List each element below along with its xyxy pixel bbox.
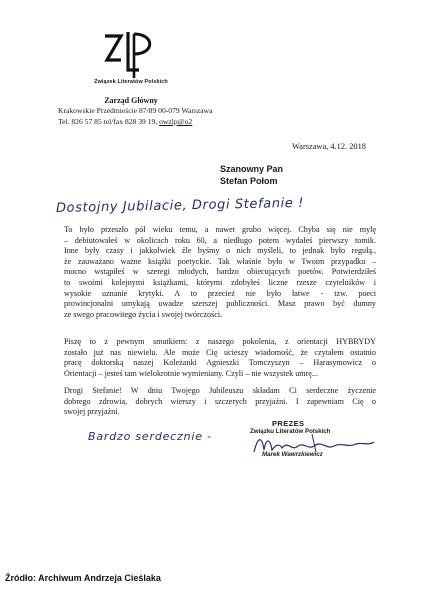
- hq-title: Zarząd Główny: [104, 96, 158, 105]
- paragraph-2: [64, 337, 376, 379]
- text-line: prowincjonalni umykają uwadze szerszej publiczności. Masz prawo być dumny: [64, 299, 376, 309]
- signature-name: Marek Wawrzkiewicz: [262, 451, 323, 458]
- text-line: dobrego zdrowia, dobrych wierszy i szczerych przyjaźni. I zapewniam Cię o: [64, 396, 376, 406]
- signature-org: Związku Literatów Polskich: [250, 428, 331, 435]
- handwritten-closing: Bardzo serdecznie -: [88, 430, 212, 443]
- email-link[interactable]: owzlp@o2: [159, 117, 193, 126]
- zlp-logo: [101, 30, 159, 80]
- text-line: ze swego pracowitego życia i swojej twórczości.: [64, 309, 223, 319]
- hq-address: Krakowskie Przedmieście 87/89 00-079 Warszawa: [58, 106, 213, 115]
- paragraph-1: [64, 225, 376, 320]
- text-line: to swoimi kolejnymi książkami, którymi zdobyłeś liczne rzesze czytelników i: [64, 277, 376, 287]
- signature-title: PREZES: [272, 419, 305, 428]
- handwritten-greeting: Dostojny Jubilacie, Drogi Stefanie !: [55, 195, 305, 216]
- paragraph-3: [64, 386, 376, 418]
- text-line: że zauważano ważne książki poetyckie. Tak właśnie było w Twoim przypadku –: [64, 256, 376, 266]
- text-line: Orientacji – jesteś tam wielokrotnie wymieniany. Czyli – nie wszystek umrę...: [64, 368, 318, 378]
- org-name: Związek Literatów Polskich: [94, 79, 168, 85]
- text-line: Piszę to z pewnym smutkiem: z naszego pokolenia, z orientacji HYBRYDY: [64, 337, 376, 346]
- text-line: swojej przyjaźni.: [64, 407, 120, 417]
- source-caption: Źródło: Archiwum Andrzeja Cieślaka: [5, 573, 161, 583]
- salutation-line-1: Szanowny Pan: [220, 164, 284, 174]
- text-line: mocno wstąpiłeś w szeregi młodych, bardzo obiecujących poetów. Potwierdziłeś: [64, 267, 376, 277]
- text-line: Drogi Stefanie! W dniu Twojego Jubileuszu składam Ci serdeczne życzenie: [64, 386, 376, 395]
- phone-text: Tel. 826 57 85 tel/fax 828 39 19,: [58, 117, 160, 126]
- text-line: – debiutowałeś w okolicach roku 60, a niedługo potem wydałeś pierwszy tomik.: [64, 235, 376, 245]
- text-line: zostało już nas niewielu. Ale może Cię ucieszy wiadomość, że czytałem ostatnio: [64, 347, 376, 357]
- text-line: Inne były czasy i jakkolwiek źle byśmy o nich myśleli, to jednak było regułą.,: [64, 246, 376, 256]
- hq-phone: [58, 117, 192, 126]
- letter-date: Warszawa, 4.12. 2018: [292, 142, 366, 151]
- salutation-line-2: Stefan Połom: [220, 176, 278, 186]
- text-line: pracę doktorską naszej Koleżanki Agnieszki Tomczyszyn – Harasymowicz o: [64, 358, 376, 368]
- text-line: To było przeszło pół wieku temu, a nawet grubo więcej. Chyba się nie mylę: [64, 225, 376, 234]
- text-line: wysokie uznanie krytyki. A to przecież nie było łatwe - tzw. poeci: [64, 288, 376, 298]
